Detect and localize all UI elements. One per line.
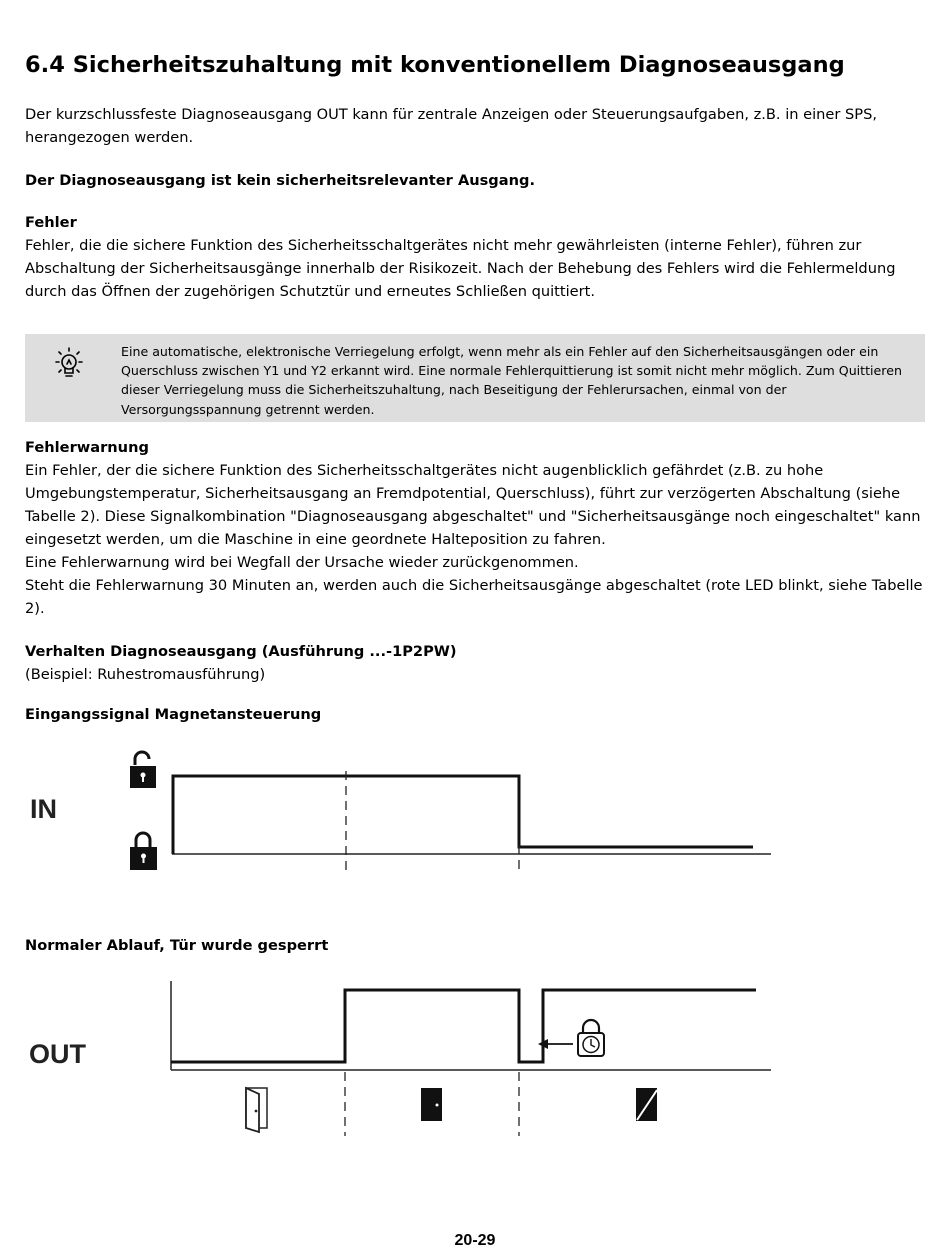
out-diagram-heading: Normaler Ablauf, Tür wurde gesperrt: [25, 937, 329, 954]
verhalten-heading: Verhalten Diagnoseausgang (Ausführung ...-1P2PW): [25, 643, 457, 660]
info-note: [25, 334, 925, 422]
out-signal-line: [171, 990, 756, 1062]
lock-closed-icon: [130, 833, 157, 870]
fehlerwarnung-text-3: Steht die Fehlerwarnung 30 Minuten an, werden auch die Sicherheitsausgänge abgeschaltet (rote LED blinkt, siehe Tabelle 2).: [25, 577, 923, 617]
lightbulb-icon: [51, 346, 87, 382]
lock-open-icon: [130, 752, 156, 788]
section-title: 6.4 Sicherheitszuhaltung mit konventionellem Diagnoseausgang: [25, 52, 845, 78]
note-text: Eine automatische, elektronische Verriegelung erfolgt, wenn mehr als ein Fehler auf den Sicherheitsausgängen oder ein Querschluss zwischen Y1 und Y2 erkannt wird. Eine normale Fehlerquittierung ist somit nicht mehr möglich. Zum Quittieren dieser Verriegelung muss die Sicherheitszuhaltung, nach Beseitigung der Fehlerursachen, einmal von der Versorgungsspannung getrennt werden.: [121, 344, 902, 417]
fehler-text: Fehler, die die sichere Funktion des Sicherheitsschaltgerätes nicht mehr gewährleisten (interne Fehler), führen zur Abschaltung der Sicherheitsausgänge innerhalb der Risikozeit. Nach der Behebung des Fehlers wird die Fehlermeldung durch das Öffnen der zugehörigen Schutztür und erneutes Schließen quittiert.: [25, 237, 896, 300]
verhalten-example: (Beispiel: Ruhestromausführung): [25, 666, 266, 683]
diagnostic-warning: Der Diagnoseausgang ist kein sicherheitsrelevanter Ausgang.: [25, 172, 535, 189]
in-signal-label: IN: [30, 794, 57, 824]
in-signal-diagram: [25, 745, 775, 875]
door-open-icon: [246, 1088, 267, 1132]
fehler-heading: Fehler: [25, 214, 77, 231]
in-signal-line: [173, 776, 753, 854]
fehlerwarnung-heading: Fehlerwarnung: [25, 439, 149, 456]
page-number: 20-29: [454, 1232, 496, 1249]
lock-timer-icon: [538, 1020, 604, 1056]
door-closed-icon: [421, 1088, 442, 1121]
intro-text: Der kurzschlussfeste Diagnoseausgang OUT kann für zentrale Anzeigen oder Steuerungsaufgaben, z.B. in einer SPS, herangezogen werden.: [25, 106, 878, 146]
fehlerwarnung-text-2: Eine Fehlerwarnung wird bei Wegfall der Ursache wieder zurückgenommen.: [25, 554, 579, 571]
fehlerwarnung-text-1: Ein Fehler, der die sichere Funktion des Sicherheitsschaltgerätes nicht augenblicklich gefährdet (z.B. zu hohe Umgebungstemperatur, Sicherheitsausgang an Fremdpotential, Querschluss), führt zur verzögerten Abschaltung (siehe Tabelle 2). Diese Signalkombination "Diagnoseausgang abgeschaltet" und "Sicherheitsausgänge noch eingeschaltet" kann eingesetzt werden, um die Maschine in eine geordnete Halteposition zu fahren.: [25, 462, 921, 548]
in-diagram-heading: Eingangssignal Magnetansteuerung: [25, 706, 322, 723]
out-signal-diagram: [25, 978, 775, 1138]
door-locked-icon: [636, 1088, 657, 1121]
out-signal-label: OUT: [29, 1039, 86, 1069]
